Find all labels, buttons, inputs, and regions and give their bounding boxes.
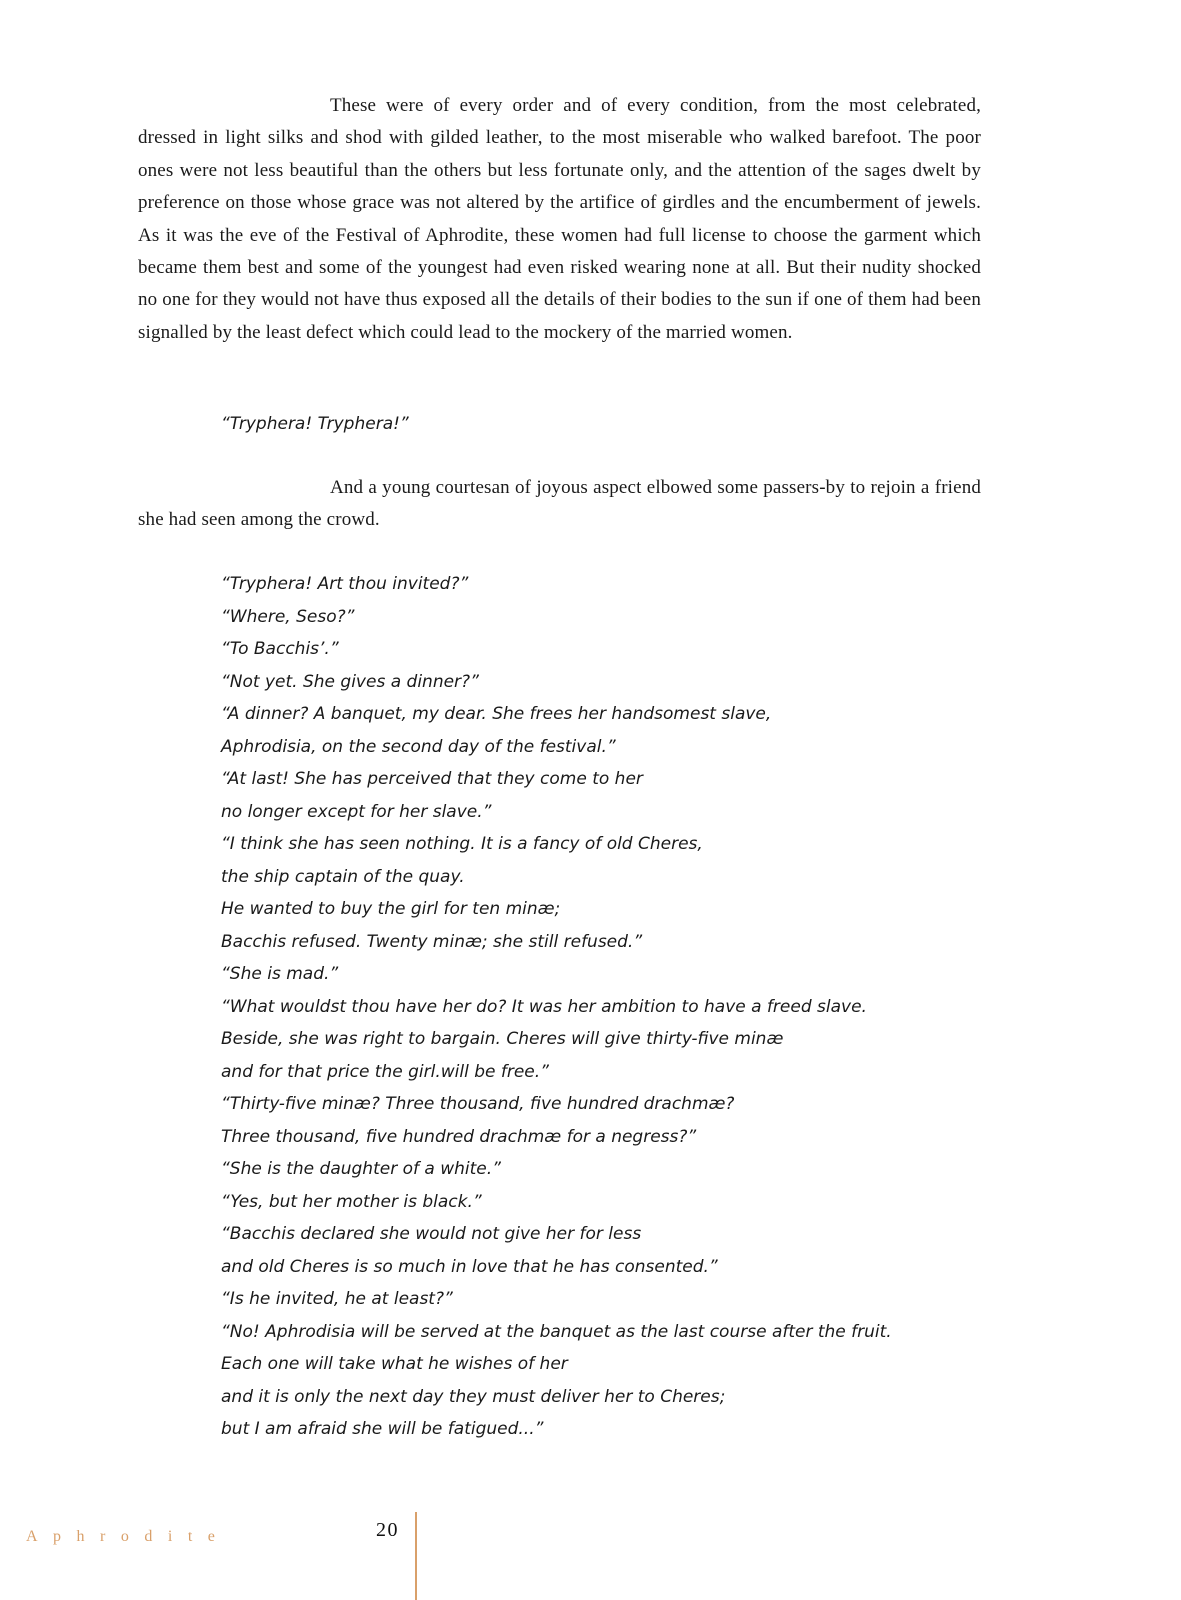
dialogue-line: “Bacchis declared she would not give her for less [221, 1224, 642, 1244]
dialogue-line: “No! Aphrodisia will be served at the banquet as the last course after the fruit. [221, 1321, 892, 1342]
dialogue-line: “Yes, but her mother is black.” [221, 1191, 482, 1212]
dialogue-line: but I am afraid she will be fatigued...” [221, 1419, 544, 1439]
dialogue-line: “To Bacchis’.” [221, 639, 339, 659]
body-paragraph: These were of every order and of every condition, from the most celebrated, dressed in light silks and shod with gilded leather, to the most miserable who walked barefoot. The poor ones were not less beautiful than the others but less fortunate only, and the attention of the sages dwelt by preference on those whose grace was not altered by the artifice of girdles and the encumberment of jewels. As it was the eve of the Festival of Aphrodite, these women had full license to choose the garment which became them best and some of the youngest had even risked wearing none at all. But their nudity shocked no one for they would not have thus exposed all the details of their bodies to the sun if one of them had been signalled by the least defect which could lead to the mockery of the married women. [138, 95, 981, 343]
body-paragraph: And a young courtesan of joyous aspect elbowed some passers-by to rejoin a friend she had seen among the crowd. [138, 477, 981, 531]
dialogue-line: “Thirty-five minæ? Three thousand, five hundred drachmæ? [221, 1094, 735, 1114]
dialogue-line: Aphrodisia, on the second day of the festival.” [221, 736, 616, 757]
dialogue-line: “A dinner? A banquet, my dear. She frees her handsomest slave, [221, 704, 772, 724]
page-number: 20 [376, 1519, 399, 1541]
dialogue-line: and old Cheres is so much in love that he has consented.” [221, 1256, 718, 1277]
dialogue-line: the ship captain of the quay. [221, 866, 465, 887]
dialogue-line: and it is only the next day they must deliver her to Cheres; [221, 1386, 726, 1407]
dialogue-line: “Where, Seso?” [221, 606, 355, 627]
dialogue-line: “Tryphera! Tryphera!” [221, 414, 409, 434]
dialogue-line: Beside, she was right to bargain. Cheres will give thirty-five minæ [221, 1029, 784, 1049]
running-title: Aphrodite [26, 1528, 231, 1545]
dialogue-line: and for that price the girl.will be free.” [221, 1061, 549, 1082]
dialogue-line: “Is he invited, he at least?” [221, 1289, 453, 1309]
folio-divider [415, 1512, 417, 1600]
dialogue-line: “She is the daughter of a white.” [221, 1159, 501, 1179]
dialogue-line: “I think she has seen nothing. It is a fancy of old Cheres, [221, 834, 703, 854]
dialogue-line: “She is mad.” [221, 964, 339, 984]
dialogue-line: Bacchis refused. Twenty minæ; she still refused.” [221, 931, 643, 952]
dialogue-line: “At last! She has perceived that they come to her [221, 769, 643, 789]
dialogue-call [221, 408, 981, 441]
dialogue-line: no longer except for her slave.” [221, 801, 492, 822]
dialogue-line: “Tryphera! Art thou invited?” [221, 574, 469, 594]
dialogue-line: He wanted to buy the girl for ten minæ; [221, 899, 561, 919]
dialogue-line: Each one will take what he wishes of her [221, 1354, 568, 1374]
dialogue-line: Three thousand, five hundred drachmæ for a negress?” [221, 1126, 697, 1147]
dialogue-line: “What wouldst thou have her do? It was her ambition to have a freed slave. [221, 996, 867, 1017]
dialogue-block [221, 568, 981, 1446]
dialogue-line: “Not yet. She gives a dinner?” [221, 671, 479, 692]
